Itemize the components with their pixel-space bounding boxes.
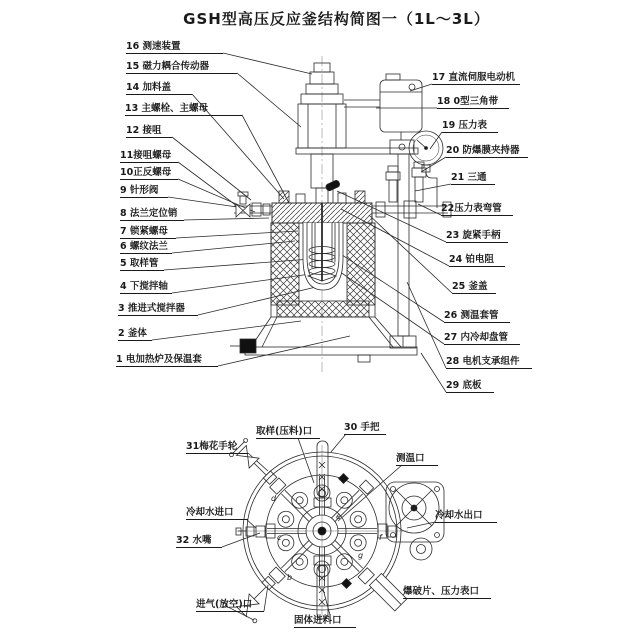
port-letter-g: g xyxy=(358,551,364,560)
label-12-nozzle: 12 接咀 xyxy=(126,125,172,138)
tee-fitting xyxy=(404,201,416,218)
label-15-magnetic-coupler: 15 磁力耦合传动器 xyxy=(126,61,237,74)
label-cooling-outlet: 冷却水出口 xyxy=(435,510,497,523)
label-27-cooling-coil: 27 内冷却盘管 xyxy=(444,332,520,345)
label-21-tee: 21 三通 xyxy=(451,172,495,185)
rupture-disc-holder xyxy=(386,162,426,202)
label-1-heater-jacket: 1 电加热炉及保温套 xyxy=(116,354,218,367)
label-sampling-port: 取样(压料)口 xyxy=(256,426,320,439)
label-5-sampling-tube: 5 取样管 xyxy=(120,258,164,271)
label-22-gauge-elbow: 22压力表弯管 xyxy=(441,203,513,216)
port-letter-b: b xyxy=(287,573,293,582)
label-8-flange-pin: 8 法兰定位销 xyxy=(120,208,184,221)
label-14-feed-lid: 14 加料盖 xyxy=(126,82,192,95)
label-9-needle-valve: 9 针形阀 xyxy=(120,185,168,198)
label-gas-vent-port: 进气(放空)口 xyxy=(196,599,264,612)
label-18-v-belt: 18 0型三角带 xyxy=(437,96,509,109)
label-solid-feed-port: 固体进料口 xyxy=(294,615,356,628)
port-letter-c: c xyxy=(277,533,282,542)
magnetic-coupler xyxy=(298,94,346,148)
port-letter-d: d xyxy=(271,494,277,503)
vessel-body xyxy=(271,223,375,317)
label-30-handle: 30 手把 xyxy=(344,422,386,435)
label-13-main-bolts: 13 主螺栓、主螺母 xyxy=(125,103,242,116)
diagram-title: GSH型高压反应釜结构简图一（1L～3L） xyxy=(183,10,490,28)
motor-support-column xyxy=(398,154,409,336)
port-letter-f: f xyxy=(379,533,382,542)
label-rupture-port: 爆破片、压力表口 xyxy=(403,586,491,599)
label-28-motor-support: 28 电机支承组件 xyxy=(446,356,532,369)
port-letter-e: e xyxy=(336,512,341,521)
label-2-vessel-body: 2 釜体 xyxy=(118,328,152,341)
label-25-vessel-lid: 25 釜盖 xyxy=(452,281,496,294)
label-32-water-nozzle: 32 水嘴 xyxy=(176,535,222,548)
label-17-servo-motor: 17 直流伺服电动机 xyxy=(432,72,520,85)
servo-motor xyxy=(380,74,422,154)
rupture-disc-plate xyxy=(358,564,407,613)
label-26-thermowell: 26 测温套管 xyxy=(444,310,510,323)
label-3-propeller: 3 推进式搅拌器 xyxy=(118,303,198,316)
base-assembly xyxy=(230,317,417,362)
label-19-pressure-gauge: 19 压力表 xyxy=(442,120,498,133)
label-16-tachometer: 16 测速装置 xyxy=(126,41,223,54)
label-cooling-inlet: 冷却水进口 xyxy=(186,507,248,520)
label-7-locking-nut: 7 锁紧螺母 xyxy=(120,226,176,239)
label-6-threaded-flange: 6 螺纹法兰 xyxy=(120,241,172,254)
label-29-base-plate: 29 底板 xyxy=(446,380,494,393)
label-24-pt-resistor: 24 铂电阻 xyxy=(449,254,505,267)
label-temp-port: 测温口 xyxy=(396,453,438,466)
label-20-disc-holder: 20 防爆膜夹持器 xyxy=(446,145,528,158)
needle-valve xyxy=(234,192,272,217)
label-23-tighten-handle: 23 旋紧手柄 xyxy=(446,230,508,243)
label-11-nozzle-nut: 11接咀螺母 xyxy=(120,150,178,163)
label-10-lock-nut: 10正反螺母 xyxy=(120,167,178,180)
label-4-stirrer-shaft: 4 下搅拌轴 xyxy=(120,281,172,294)
label-31-handwheel: 31梅花手轮 xyxy=(186,441,248,454)
